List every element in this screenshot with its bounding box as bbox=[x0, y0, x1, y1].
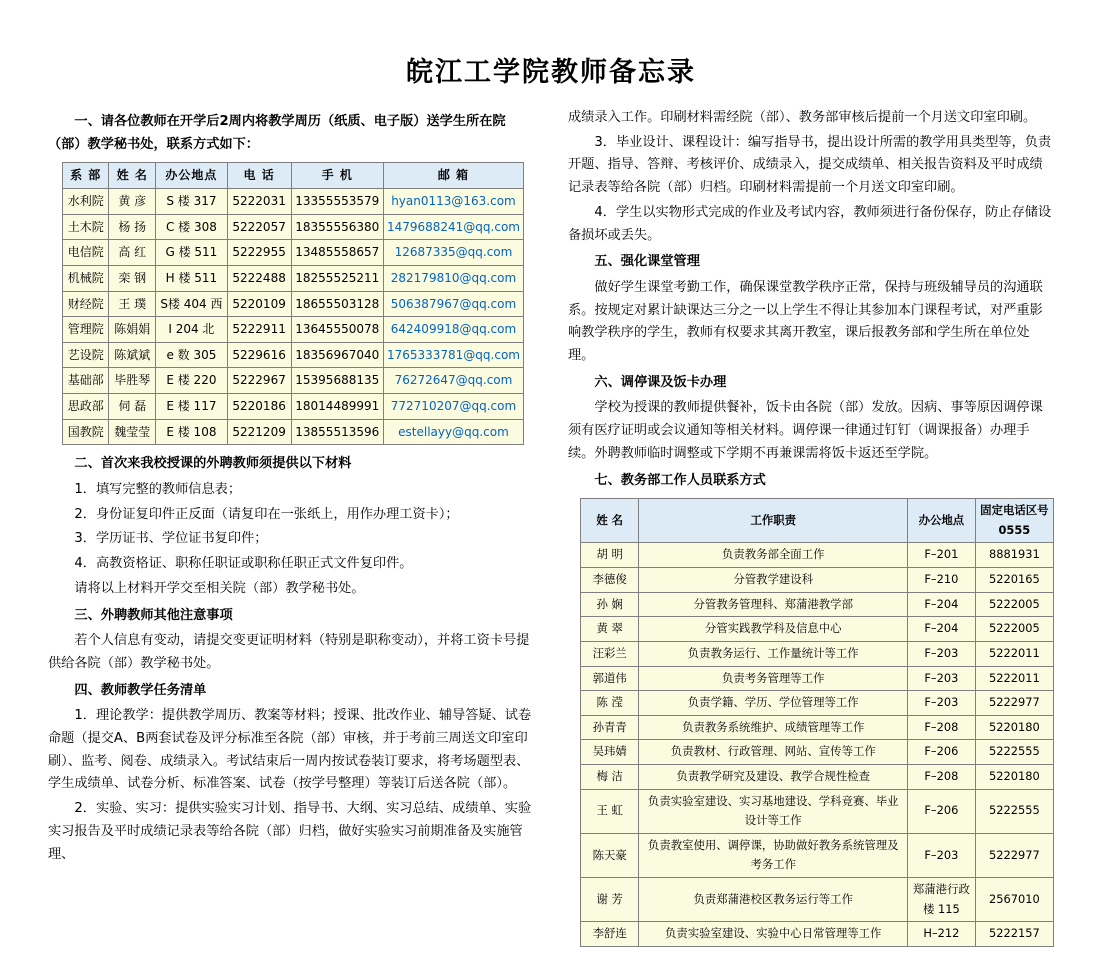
cell-office: S楼 404 西 bbox=[156, 291, 228, 317]
cell-duty: 负责实验室建设、实验中心日常管理等工作 bbox=[639, 922, 908, 947]
cell-phone: 5222005 bbox=[975, 617, 1053, 642]
table-row bbox=[581, 878, 1054, 922]
cell-phone: 5220180 bbox=[975, 764, 1053, 789]
cell-name: 孙青青 bbox=[581, 715, 639, 740]
cell-email: 506387967@qq.com bbox=[383, 291, 523, 317]
cell-office: C 楼 308 bbox=[156, 214, 228, 240]
cell-phone: 5222011 bbox=[975, 641, 1053, 666]
cell-office: F–203 bbox=[908, 833, 976, 877]
section-4-item-2: 2．实验、实习：提供实验实习计划、指导书、大纲、实习总结、成绩单、实验实习报告及平时成绩记录表等给各院（部）归档，做好实验实习前期准备及实施管理、 bbox=[48, 801, 532, 862]
cell-name: 梅 洁 bbox=[581, 764, 639, 789]
section-2-note: 请将以上材料开学交至相关院（部）教学秘书处。 bbox=[74, 580, 365, 596]
cell-office: F–206 bbox=[908, 740, 976, 765]
section-7-heading: 七、教务部工作人员联系方式 bbox=[594, 472, 766, 488]
section-5-text: 做好学生课堂考勤工作，确保课堂教学秩序正常，保持与班级辅导员的沟通联系。按规定对累计缺课达三分之一以上学生不得让其参加本门课程考试，对严重影响教学秩序的学生，教师有权要求其离开教室，课后报教务部和学生所在单位处理。 bbox=[568, 279, 1043, 364]
cell-duty: 负责教材、行政管理、网站、宣传等工作 bbox=[639, 740, 908, 765]
cell-department: 基础部 bbox=[63, 368, 109, 394]
cell-duty: 负责考务管理等工作 bbox=[639, 666, 908, 691]
cell-phone: 2567010 bbox=[975, 878, 1053, 922]
cell-office: H 楼 511 bbox=[156, 265, 228, 291]
cell-name: 陈斌斌 bbox=[109, 342, 156, 368]
section-1-heading: 一、请各位教师在开学后2周内将教学周历（纸质、电子版）送学生所在院（部）教学秘书处，联系方式如下： bbox=[48, 114, 506, 152]
cell-phone: 5222967 bbox=[227, 368, 291, 394]
cell-department: 财经院 bbox=[63, 291, 109, 317]
cell-phone: 5222157 bbox=[975, 922, 1053, 947]
cell-duty: 分管教学建设科 bbox=[639, 568, 908, 593]
table-row bbox=[581, 764, 1054, 789]
table-row bbox=[581, 740, 1054, 765]
section-4-heading: 四、教师教学任务清单 bbox=[74, 682, 207, 698]
cell-office: F–204 bbox=[908, 617, 976, 642]
cell-name: 吴玮婧 bbox=[581, 740, 639, 765]
cell-department: 思政部 bbox=[63, 394, 109, 420]
cell-duty: 负责教务部全面工作 bbox=[639, 543, 908, 568]
cell-name: 谢 芳 bbox=[581, 878, 639, 922]
cell-phone: 5222555 bbox=[975, 740, 1053, 765]
table-header-row bbox=[63, 163, 524, 189]
section-4-item-1: 1．理论教学：提供教学周历、教案等材料；授课、批改作业、辅导答疑、试卷命题（提交A、B两套试卷及评分标准至各院（部）审核，并于考前三周送文印室印刷）、监考、阅卷、成绩录入。考试结束后一周内按试卷装订要求，将考场题型表、学生成绩单、试卷分析、标准答案、试卷（按学号整理）等装订后送各院（部）。 bbox=[48, 708, 532, 792]
section-3-text: 若个人信息有变动，请提交变更证明材料（特别是职称变动），并将工资卡号提供给各院（部）教学秘书处。 bbox=[48, 633, 530, 671]
cell-phone: 5222955 bbox=[227, 240, 291, 266]
cell-duty: 分管教务管理科、郑蒲港教学部 bbox=[639, 592, 908, 617]
table-row bbox=[581, 568, 1054, 593]
table-row bbox=[581, 592, 1054, 617]
table-row bbox=[581, 922, 1054, 947]
cell-duty: 负责实验室建设、实习基地建设、学科竞赛、毕业设计等工作 bbox=[639, 789, 908, 833]
cell-duty: 负责教务系统维护、成绩管理等工作 bbox=[639, 715, 908, 740]
cell-name: 陈 滢 bbox=[581, 691, 639, 716]
cell-office: G 楼 511 bbox=[156, 240, 228, 266]
cell-name: 陈天豪 bbox=[581, 833, 639, 877]
cell-name: 高 红 bbox=[109, 240, 156, 266]
table-row bbox=[63, 342, 524, 368]
cell-phone: 5222555 bbox=[975, 789, 1053, 833]
cell-phone: 5222031 bbox=[227, 189, 291, 215]
cell-email: estellayy@qq.com bbox=[383, 419, 523, 445]
cell-email: 642409918@qq.com bbox=[383, 317, 523, 343]
cell-phone: 5220186 bbox=[227, 394, 291, 420]
cell-mobile: 18355556380 bbox=[291, 214, 383, 240]
cell-phone: 5222911 bbox=[227, 317, 291, 343]
cell-name: 王 虹 bbox=[581, 789, 639, 833]
cell-office: H–212 bbox=[908, 922, 976, 947]
cell-office: e 数 305 bbox=[156, 342, 228, 368]
table-row bbox=[63, 240, 524, 266]
table-row bbox=[581, 715, 1054, 740]
cell-duty: 分管实践教学科及信息中心 bbox=[639, 617, 908, 642]
cell-mobile: 13485558657 bbox=[291, 240, 383, 266]
cell-office: F–203 bbox=[908, 691, 976, 716]
cell-phone: 5222011 bbox=[975, 666, 1053, 691]
cell-phone: 5220165 bbox=[975, 568, 1053, 593]
cell-phone: 5222057 bbox=[227, 214, 291, 240]
cell-duty: 负责郑蒲港校区教务运行等工作 bbox=[639, 878, 908, 922]
cell-name: 黄 彦 bbox=[109, 189, 156, 215]
table-row bbox=[63, 419, 524, 445]
table-row bbox=[63, 368, 524, 394]
column-header-duty: 工作职责 bbox=[639, 499, 908, 543]
cell-name: 孙 娴 bbox=[581, 592, 639, 617]
teaching-secretary-contacts-table bbox=[62, 162, 524, 445]
continuation-text: 成绩录入工作。印刷材料需经院（部）、教务部审核后提前一个月送文印室印刷。 bbox=[568, 110, 1037, 125]
section-6-heading: 六、调停课及饭卡办理 bbox=[594, 374, 727, 390]
cell-name: 毕胜琴 bbox=[109, 368, 156, 394]
cell-name: 郭道伟 bbox=[581, 666, 639, 691]
column-header-mobile: 手 机 bbox=[291, 163, 383, 189]
cell-department: 艺设院 bbox=[63, 342, 109, 368]
cell-office: E 楼 220 bbox=[156, 368, 228, 394]
section-2-item-3: 3．学历证书、学位证书复印件； bbox=[74, 531, 268, 547]
table-row bbox=[581, 789, 1054, 833]
column-header-name: 姓 名 bbox=[109, 163, 156, 189]
table-row bbox=[581, 617, 1054, 642]
cell-office: F–201 bbox=[908, 543, 976, 568]
cell-office: E 楼 108 bbox=[156, 419, 228, 445]
cell-phone: 8881931 bbox=[975, 543, 1053, 568]
cell-phone: 5222977 bbox=[975, 691, 1053, 716]
cell-mobile: 18255525211 bbox=[291, 265, 383, 291]
cell-department: 水利院 bbox=[63, 189, 109, 215]
cell-name: 魏莹莹 bbox=[109, 419, 156, 445]
cell-mobile: 18014489991 bbox=[291, 394, 383, 420]
cell-name: 汪彩兰 bbox=[581, 641, 639, 666]
cell-name: 黄 翠 bbox=[581, 617, 639, 642]
cell-office: F–203 bbox=[908, 641, 976, 666]
table-row bbox=[581, 833, 1054, 877]
cell-email: 772710207@qq.com bbox=[383, 394, 523, 420]
table-row bbox=[581, 641, 1054, 666]
section-6-text: 学校为授课的教师提供餐补，饭卡由各院（部）发放。因病、事等原因调停课须有医疗证明或会议通知等相关材料。调停课一律通过钉钉（调课报备）办理手续。外聘教师临时调整或下学期不再兼课需将饭卡返还至学院。 bbox=[568, 400, 1043, 461]
cell-office: S 楼 317 bbox=[156, 189, 228, 215]
column-header-phone: 电 话 bbox=[227, 163, 291, 189]
cell-name: 伺 磊 bbox=[109, 394, 156, 420]
cell-email: 1765333781@qq.com bbox=[383, 342, 523, 368]
cell-duty: 负责学籍、学历、学位管理等工作 bbox=[639, 691, 908, 716]
section-4-item-3: 3．毕业设计、课程设计：编写指导书，提出设计所需的教学用具类型等，负责开题、指导、答辩、考核评价、成绩录入，提交成绩单、相关报告资料及平时成绩记录表等给各院（部）归档。印刷材料需提前一个月送文印室印刷。 bbox=[568, 134, 1052, 196]
two-column-layout bbox=[48, 107, 1054, 955]
cell-phone: 5221209 bbox=[227, 419, 291, 445]
table-row bbox=[581, 691, 1054, 716]
cell-name: 王 璞 bbox=[109, 291, 156, 317]
column-header-name: 姓 名 bbox=[581, 499, 639, 543]
cell-department: 机械院 bbox=[63, 265, 109, 291]
cell-email: 12687335@qq.com bbox=[383, 240, 523, 266]
table-row bbox=[63, 317, 524, 343]
cell-mobile: 13355553579 bbox=[291, 189, 383, 215]
cell-department: 国教院 bbox=[63, 419, 109, 445]
cell-office: F–203 bbox=[908, 666, 976, 691]
cell-email: hyan0113@163.com bbox=[383, 189, 523, 215]
table-row bbox=[63, 265, 524, 291]
cell-office: 郑蒲港行政楼 115 bbox=[908, 878, 976, 922]
page-title: 皖江工学院教师备忘录 bbox=[406, 57, 696, 88]
cell-name: 杨 扬 bbox=[109, 214, 156, 240]
cell-office: I 204 北 bbox=[156, 317, 228, 343]
cell-department: 电信院 bbox=[63, 240, 109, 266]
cell-phone: 5229616 bbox=[227, 342, 291, 368]
cell-phone: 5220109 bbox=[227, 291, 291, 317]
academic-affairs-staff-table bbox=[580, 498, 1054, 947]
table-header-row bbox=[581, 499, 1054, 543]
column-header-office: 办公地点 bbox=[156, 163, 228, 189]
cell-name: 李德俊 bbox=[581, 568, 639, 593]
cell-mobile: 18356967040 bbox=[291, 342, 383, 368]
cell-email: 282179810@qq.com bbox=[383, 265, 523, 291]
cell-mobile: 15395688135 bbox=[291, 368, 383, 394]
section-2-item-4: 4．高教资格证、职称任职证或职称任职正式文件复印件。 bbox=[74, 556, 413, 572]
section-2-item-2: 2．身份证复印件正反面（请复印在一张纸上，用作办理工资卡）； bbox=[74, 506, 459, 522]
cell-name: 胡 明 bbox=[581, 543, 639, 568]
cell-department: 土木院 bbox=[63, 214, 109, 240]
cell-phone: 5220180 bbox=[975, 715, 1053, 740]
cell-office: F–208 bbox=[908, 715, 976, 740]
cell-phone: 5222005 bbox=[975, 592, 1053, 617]
cell-email: 76272647@qq.com bbox=[383, 368, 523, 394]
column-header-department: 系 部 bbox=[63, 163, 109, 189]
cell-name: 栾 钢 bbox=[109, 265, 156, 291]
table-row bbox=[63, 394, 524, 420]
cell-department: 管理院 bbox=[63, 317, 109, 343]
cell-name: 李舒连 bbox=[581, 922, 639, 947]
cell-duty: 负责教学研究及建设、教学合规性检查 bbox=[639, 764, 908, 789]
cell-office: F–210 bbox=[908, 568, 976, 593]
table-row bbox=[63, 291, 524, 317]
section-5-heading: 五、强化课堂管理 bbox=[594, 254, 700, 270]
cell-duty: 负责教室使用、调停课，协助做好教务系统管理及考务工作 bbox=[639, 833, 908, 877]
right-column bbox=[568, 107, 1054, 955]
cell-mobile: 13645550078 bbox=[291, 317, 383, 343]
cell-office: F–204 bbox=[908, 592, 976, 617]
cell-office: F–206 bbox=[908, 789, 976, 833]
table-row bbox=[581, 666, 1054, 691]
table-row bbox=[581, 543, 1054, 568]
cell-office: E 楼 117 bbox=[156, 394, 228, 420]
cell-phone: 5222977 bbox=[975, 833, 1053, 877]
cell-mobile: 13855513596 bbox=[291, 419, 383, 445]
cell-phone: 5222488 bbox=[227, 265, 291, 291]
section-2-heading: 二、首次来我校授课的外聘教师须提供以下材料 bbox=[74, 456, 352, 472]
section-2-item-1: 1．填写完整的教师信息表； bbox=[74, 481, 242, 497]
cell-mobile: 18655503128 bbox=[291, 291, 383, 317]
section-4-item-4: 4．学生以实物形式完成的作业及考试内容，教师须进行备份保存，防止存储设备损坏或丢失。 bbox=[568, 204, 1052, 243]
table-row bbox=[63, 189, 524, 215]
cell-name: 陈娟娟 bbox=[109, 317, 156, 343]
cell-email: 1479688241@qq.com bbox=[383, 214, 523, 240]
left-column bbox=[48, 107, 534, 868]
cell-office: F–208 bbox=[908, 764, 976, 789]
column-header-landline: 固定电话区号 0555 bbox=[975, 499, 1053, 543]
table-row bbox=[63, 214, 524, 240]
cell-duty: 负责教务运行、工作量统计等工作 bbox=[639, 641, 908, 666]
column-header-email: 邮 箱 bbox=[383, 163, 523, 189]
section-3-heading: 三、外聘教师其他注意事项 bbox=[74, 607, 233, 623]
column-header-office: 办公地点 bbox=[908, 499, 976, 543]
